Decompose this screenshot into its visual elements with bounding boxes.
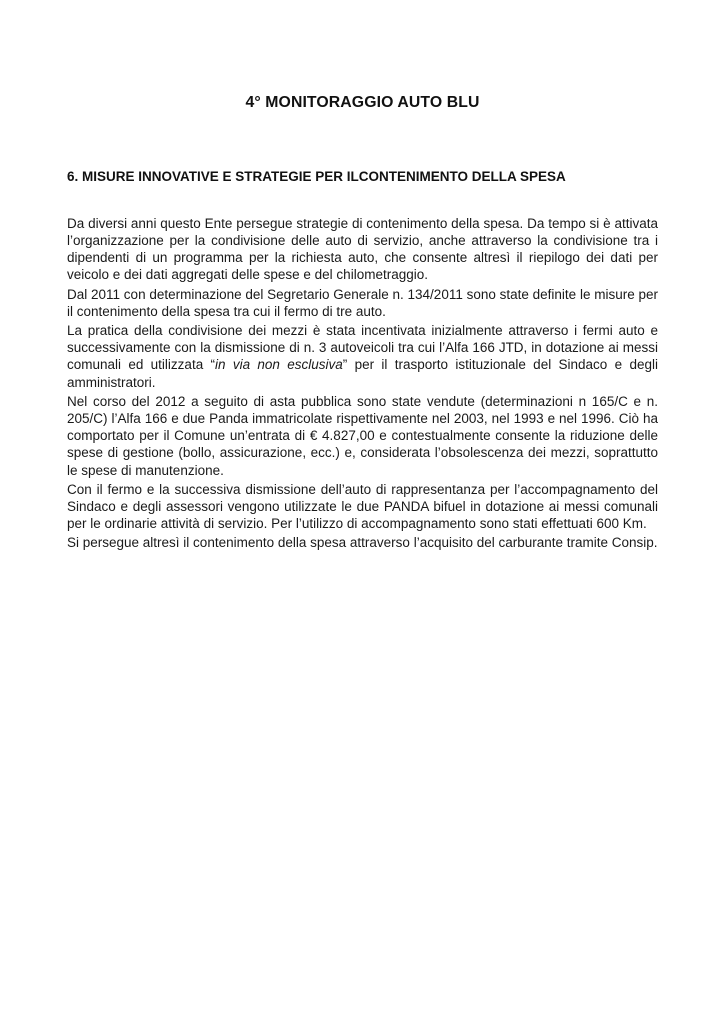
paragraph-run-plain: La pratica della condivisione dei mezzi è stata incentivata inizialmente attraverso i fermi auto e successivamente con la dismissione di n. 3 autoveicoli tra cui l’Alfa 166 JTD, in dotazione ai messi comunali ed utilizzata “ <box>67 323 658 373</box>
paragraph-run-plain: ” per il trasporto istituzionale del Sindaco e degli amministratori. <box>67 357 658 390</box>
paragraph-strategie-contenimento: Da diversi anni questo Ente persegue strategie di contenimento della spesa. Da tempo si è attivata l’organizzazione per la condivisione delle auto di servizio, anche attraverso la condivisione tra i dipendenti di un programma per la richiesta auto, che consente altresì il riepilogo dei dati per veicolo e dei dati aggregati delle spese e del chilometraggio. <box>67 215 658 283</box>
paragraph-carburante-consip: Si persegue altresì il contenimento della spesa attraverso l’acquisito del carburante tramite Consip. <box>67 535 658 551</box>
paragraph-asta-pubblica-2012: Nel corso del 2012 a seguito di asta pubblica sono state vendute (determinazioni n 165/C e n. 205/C) l’Alfa 166 e due Panda immatricolate rispettivamente nel 2003, nel 1993 e nel 1996. Ciò ha comportato per il Comune un’entrata di € 4.827,00 e contestualmente consente la riduzione delle spese di gestione (bollo, assicurazione, ecc.) e, considerata l’obsolescenza dei mezzi, soprattutto le spese di manutenzione. <box>67 393 658 478</box>
document-body <box>67 215 658 552</box>
paragraph-condivisione-mezzi <box>67 322 658 391</box>
paragraph-panda-bifuel: Con il fermo e la successiva dismissione dell’auto di rappresentanza per l’accompagnamento del Sindaco e degli assessori vengono utilizzate le due PANDA bifuel in dotazione ai messi comunali per le ordinarie attività di servizio. Per l’utilizzo di accompagnamento sono stati effettuati 600 Km. <box>67 481 658 532</box>
paragraph-determinazione-2011: Dal 2011 con determinazione del Segretario Generale n. 134/2011 sono state definite le misure per il contenimento della spesa tra cui il fermo di tre auto. <box>67 286 658 319</box>
section-heading: 6. MISURE INNOVATIVE E STRATEGIE PER ILCONTENIMENTO DELLA SPESA <box>67 168 566 184</box>
paragraph-run-italic-quote: in via non esclusiva <box>215 357 343 373</box>
document-title: 4° MONITORAGGIO AUTO BLU <box>245 93 480 111</box>
